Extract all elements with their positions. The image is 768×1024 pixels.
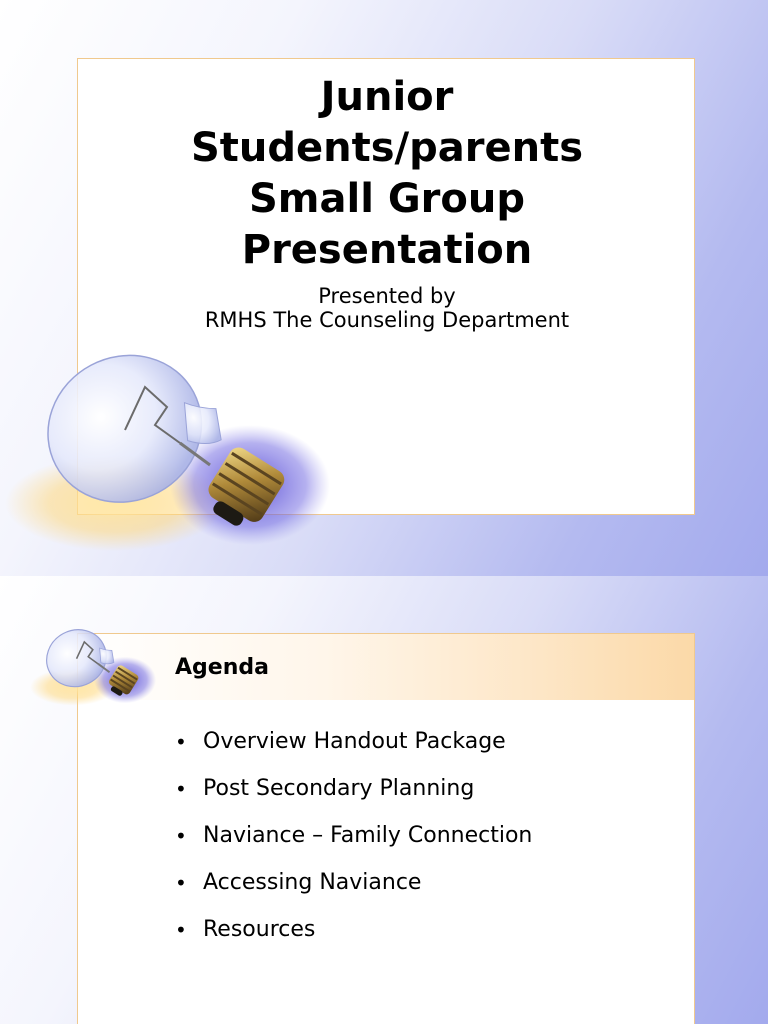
list-item xyxy=(175,724,532,771)
list-item xyxy=(175,771,532,818)
list-item xyxy=(175,865,532,912)
list-item xyxy=(175,912,532,959)
bullet-icon: • xyxy=(175,730,187,754)
agenda-list xyxy=(175,724,532,959)
list-item xyxy=(175,818,532,865)
subtitle-presented-by: Presented by xyxy=(318,284,456,308)
light-bulb-icon xyxy=(30,616,160,711)
list-item-text: Overview Handout Package xyxy=(203,729,506,754)
bullet-icon: • xyxy=(175,777,187,801)
light-bulb-icon xyxy=(5,325,340,560)
header-band xyxy=(78,634,694,700)
agenda-heading: Agenda xyxy=(175,655,269,680)
bullet-icon: • xyxy=(175,918,187,942)
list-item-text: Accessing Naviance xyxy=(203,870,422,895)
list-item-text: Post Secondary Planning xyxy=(203,776,475,801)
subtitle-department: RMHS The Counseling Department xyxy=(204,308,570,332)
list-item-text: Resources xyxy=(203,917,316,942)
bullet-icon: • xyxy=(175,824,187,848)
agenda-slide xyxy=(0,576,768,1024)
bullet-icon: • xyxy=(175,871,187,895)
list-item-text: Naviance – Family Connection xyxy=(203,823,533,848)
slide-title: Junior Students/parents Small Group Presentation xyxy=(190,74,584,273)
